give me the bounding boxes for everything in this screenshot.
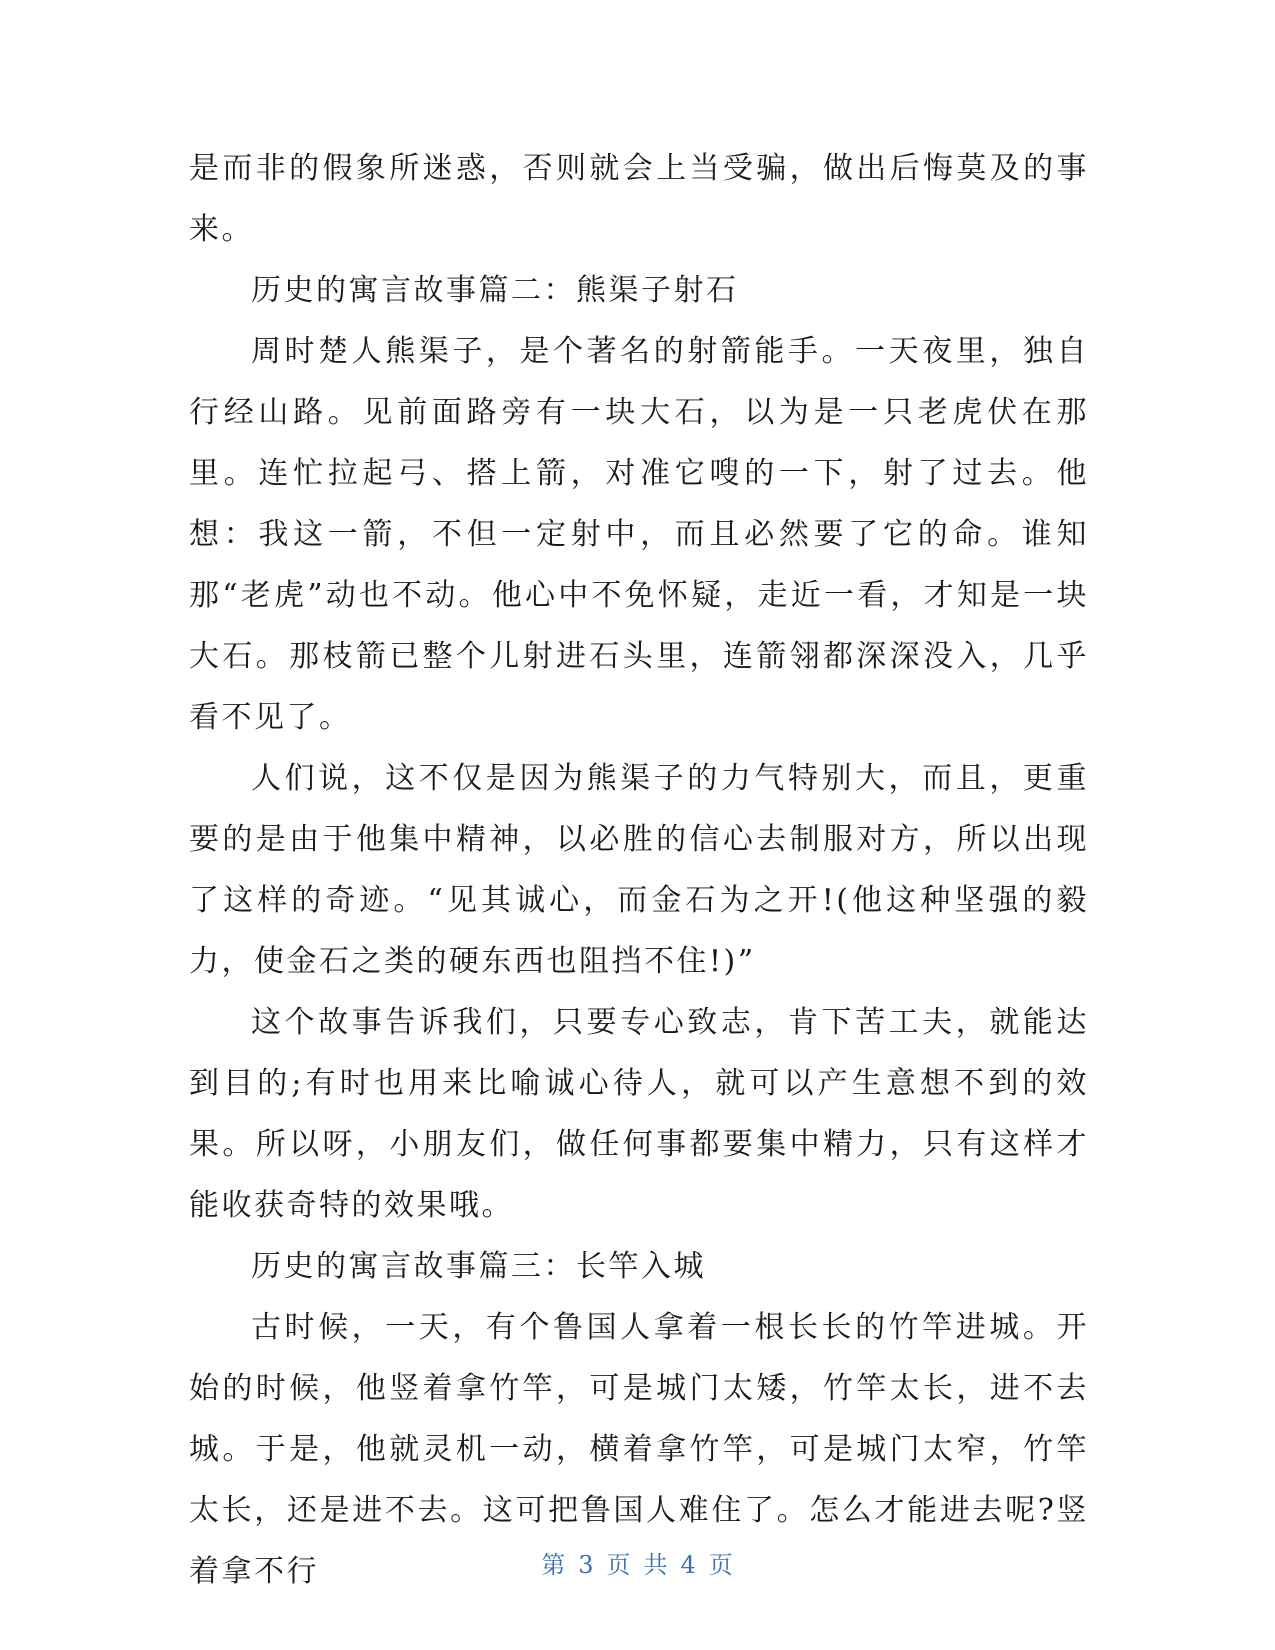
page-footer xyxy=(0,1545,1275,1580)
document-body xyxy=(189,138,1089,1602)
paragraph-story-3-body: 古时候，一天，有个鲁国人拿着一根长长的竹竿进城。开始的时候，他竖着拿竹竿，可是城门太矮，竹竿太长，进不去城。于是，他就灵机一动，横着拿竹竿，可是城门太窄，竹竿太长，还是进不去。这可把鲁国人难住了。怎么才能进去呢?竖着拿不行 xyxy=(189,1310,1089,1589)
footer-di: 第 xyxy=(541,1551,567,1579)
footer-total-pages: 4 xyxy=(680,1551,697,1579)
section-heading-3: 历史的寓言故事篇三：长竿入城 xyxy=(251,1249,706,1284)
section-heading-2: 历史的寓言故事篇二：熊渠子射石 xyxy=(251,273,739,308)
footer-ye-2: 页 xyxy=(708,1551,734,1579)
footer-page-number: 3 xyxy=(578,1551,595,1579)
paragraph-continuation: 是而非的假象所迷惑，否则就会上当受骗，做出后悔莫及的事来。 xyxy=(189,151,1089,247)
paragraph-story-2-moral: 这个故事告诉我们，只要专心致志，肯下苦工夫，就能达到目的;有时也用来比喻诚心待人，就可以产生意想不到的效果。所以呀，小朋友们，做任何事都要集中精力，只有这样才能收获奇特的效果哦。 xyxy=(189,1005,1089,1223)
paragraph-story-2-body: 周时楚人熊渠子，是个著名的射箭能手。一天夜里，独自行经山路。见前面路旁有一块大石，以为是一只老虎伏在那里。连忙拉起弓、搭上箭，对准它嗖的一下，射了过去。他想：我这一箭，不但一定射中，而且必然要了它的命。谁知那“老虎”动也不动。他心中不免怀疑，走近一看，才知是一块大石。那枝箭已整个儿射进石头里，连箭翎都深深没入，几乎看不见了。 xyxy=(189,334,1089,735)
footer-gong: 共 xyxy=(643,1551,669,1579)
footer-ye: 页 xyxy=(606,1551,632,1579)
paragraph-story-2-commentary: 人们说，这不仅是因为熊渠子的力气特别大，而且，更重要的是由于他集中精神，以必胜的信心去制服对方，所以出现了这样的奇迹。“见其诚心，而金石为之开!(他这种坚强的毅力，使金石之类的硬东西也阻挡不住!)” xyxy=(189,761,1089,979)
